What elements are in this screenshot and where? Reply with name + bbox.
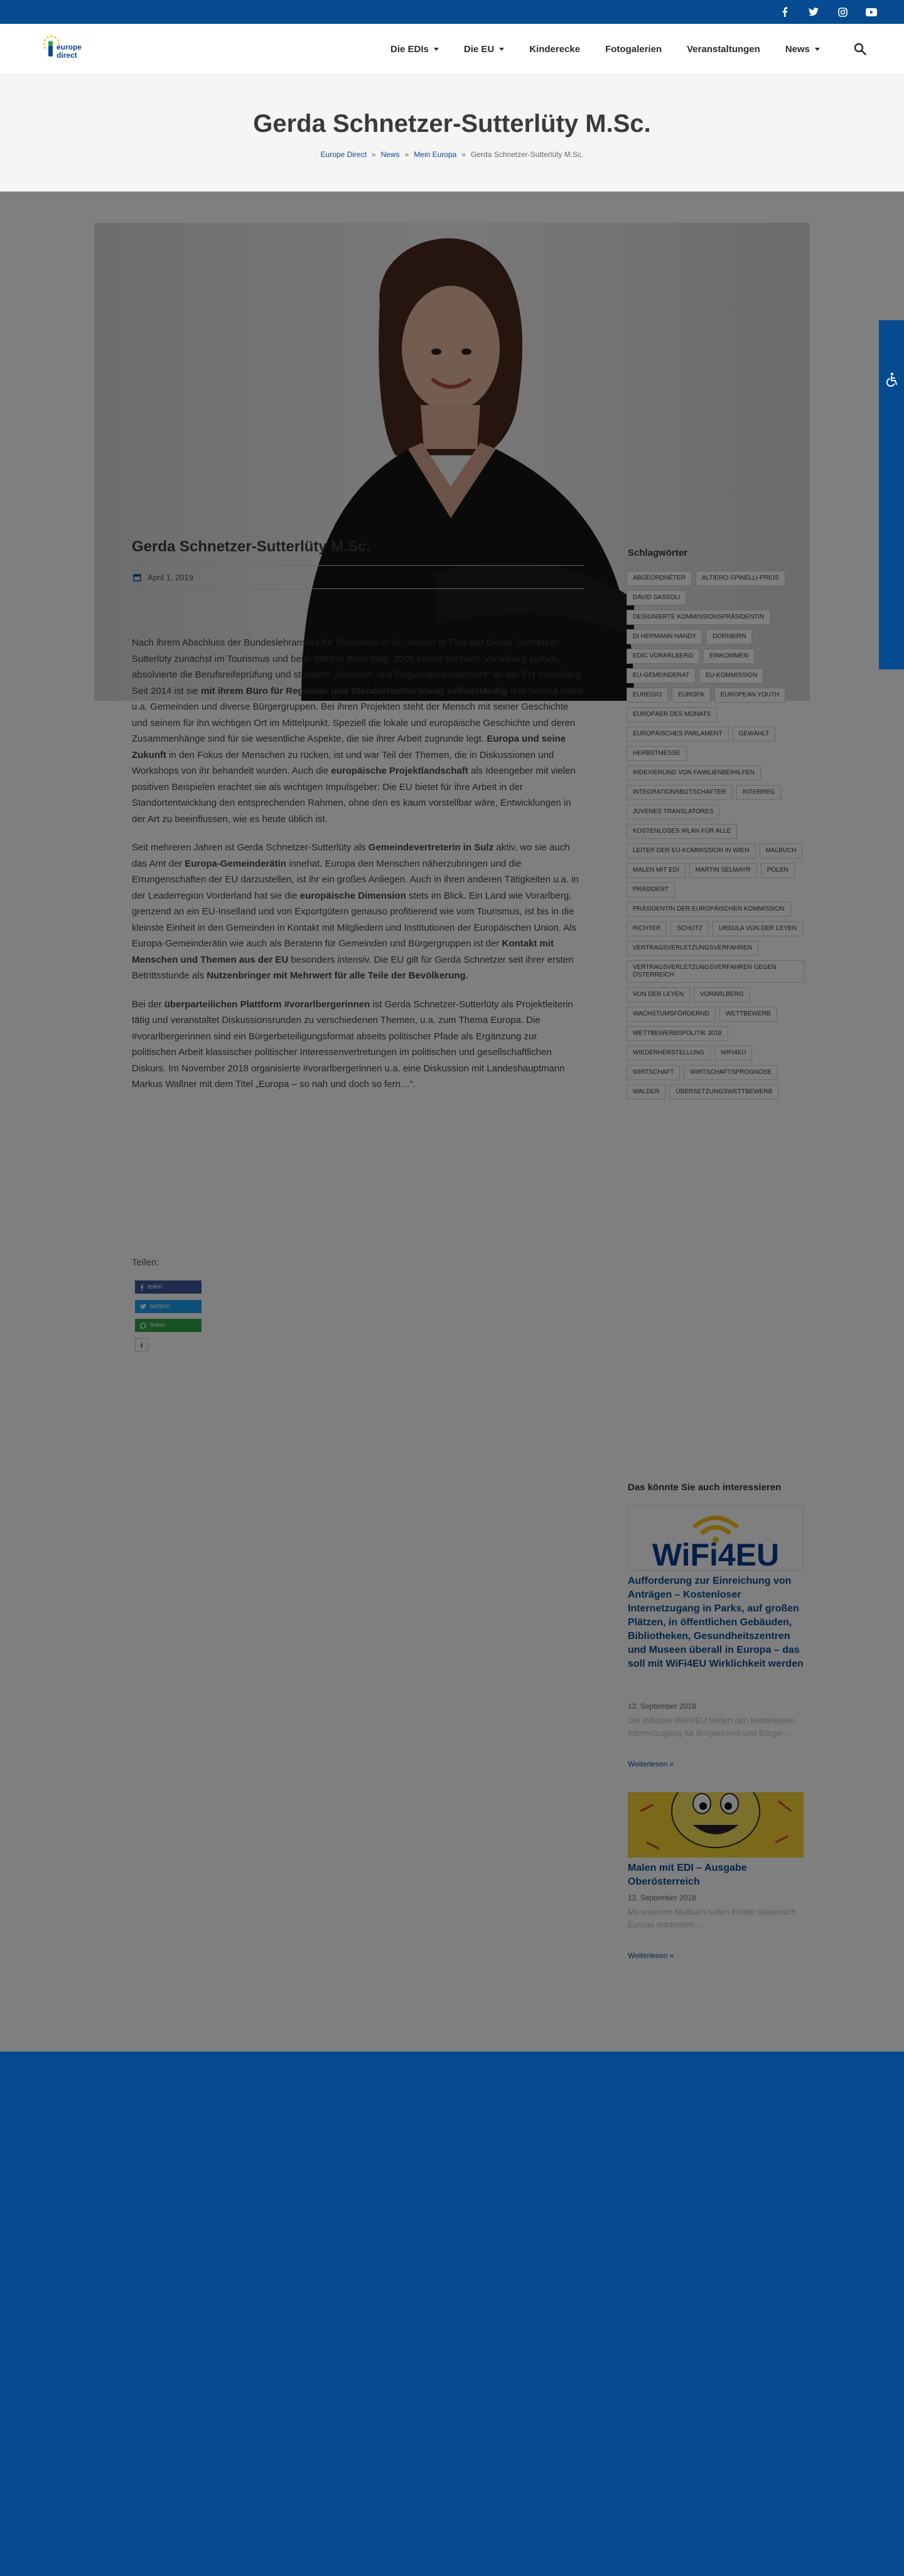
facebook-icon[interactable] [776,3,794,21]
nav-item-news[interactable] [785,44,820,55]
breadcrumb [0,150,904,159]
nav-label: Veranstaltungen [687,43,760,55]
site-header [0,24,904,75]
breadcrumb-separator: » [461,150,466,159]
breadcrumb-category-link[interactable]: Mein Europa [414,150,457,159]
search-button[interactable] [854,43,866,55]
europe-direct-logo[interactable] [38,31,94,67]
accessibility-icon[interactable] [884,372,899,387]
nav-label: Die EU [463,43,495,55]
youtube-icon[interactable] [863,3,880,21]
nav-label: Kinderecke [529,43,581,55]
social-links [776,0,880,24]
accessibility-panel[interactable] [879,320,904,669]
nav-label: Fotogalerien [605,43,662,55]
logo-text-direct: direct [56,51,77,60]
page-title: Gerda Schnetzer-Sutterlüty M.Sc. [253,110,651,138]
chevron-down-icon [815,48,820,51]
logo-text-europe: europe [56,43,82,51]
nav-item-fotogalerien[interactable] [605,44,662,55]
breadcrumb-separator: » [404,150,409,159]
page-title-bar [0,75,904,192]
breadcrumb-news-link[interactable]: News [380,150,400,159]
breadcrumb-separator: » [371,150,376,159]
top-bar [0,0,904,24]
chevron-down-icon [434,48,439,51]
nav-item-veranstaltungen[interactable] [687,44,760,55]
nav-item-die-eu[interactable] [464,44,504,55]
nav-item-kinderecke[interactable] [529,44,580,55]
chevron-down-icon [499,48,504,51]
nav-label: News [785,43,810,55]
main-nav [390,24,866,74]
search-icon [854,43,866,55]
twitter-icon[interactable] [805,3,822,21]
instagram-icon[interactable] [834,3,851,21]
breadcrumb-current: Gerda Schnetzer-Sutterlüty M.Sc. [471,150,584,159]
modal-overlay[interactable] [0,192,904,2052]
breadcrumb-home-link[interactable]: Europe Direct [320,150,367,159]
nav-label: Die EDIs [390,43,429,55]
nav-item-die-edis[interactable] [390,44,439,55]
